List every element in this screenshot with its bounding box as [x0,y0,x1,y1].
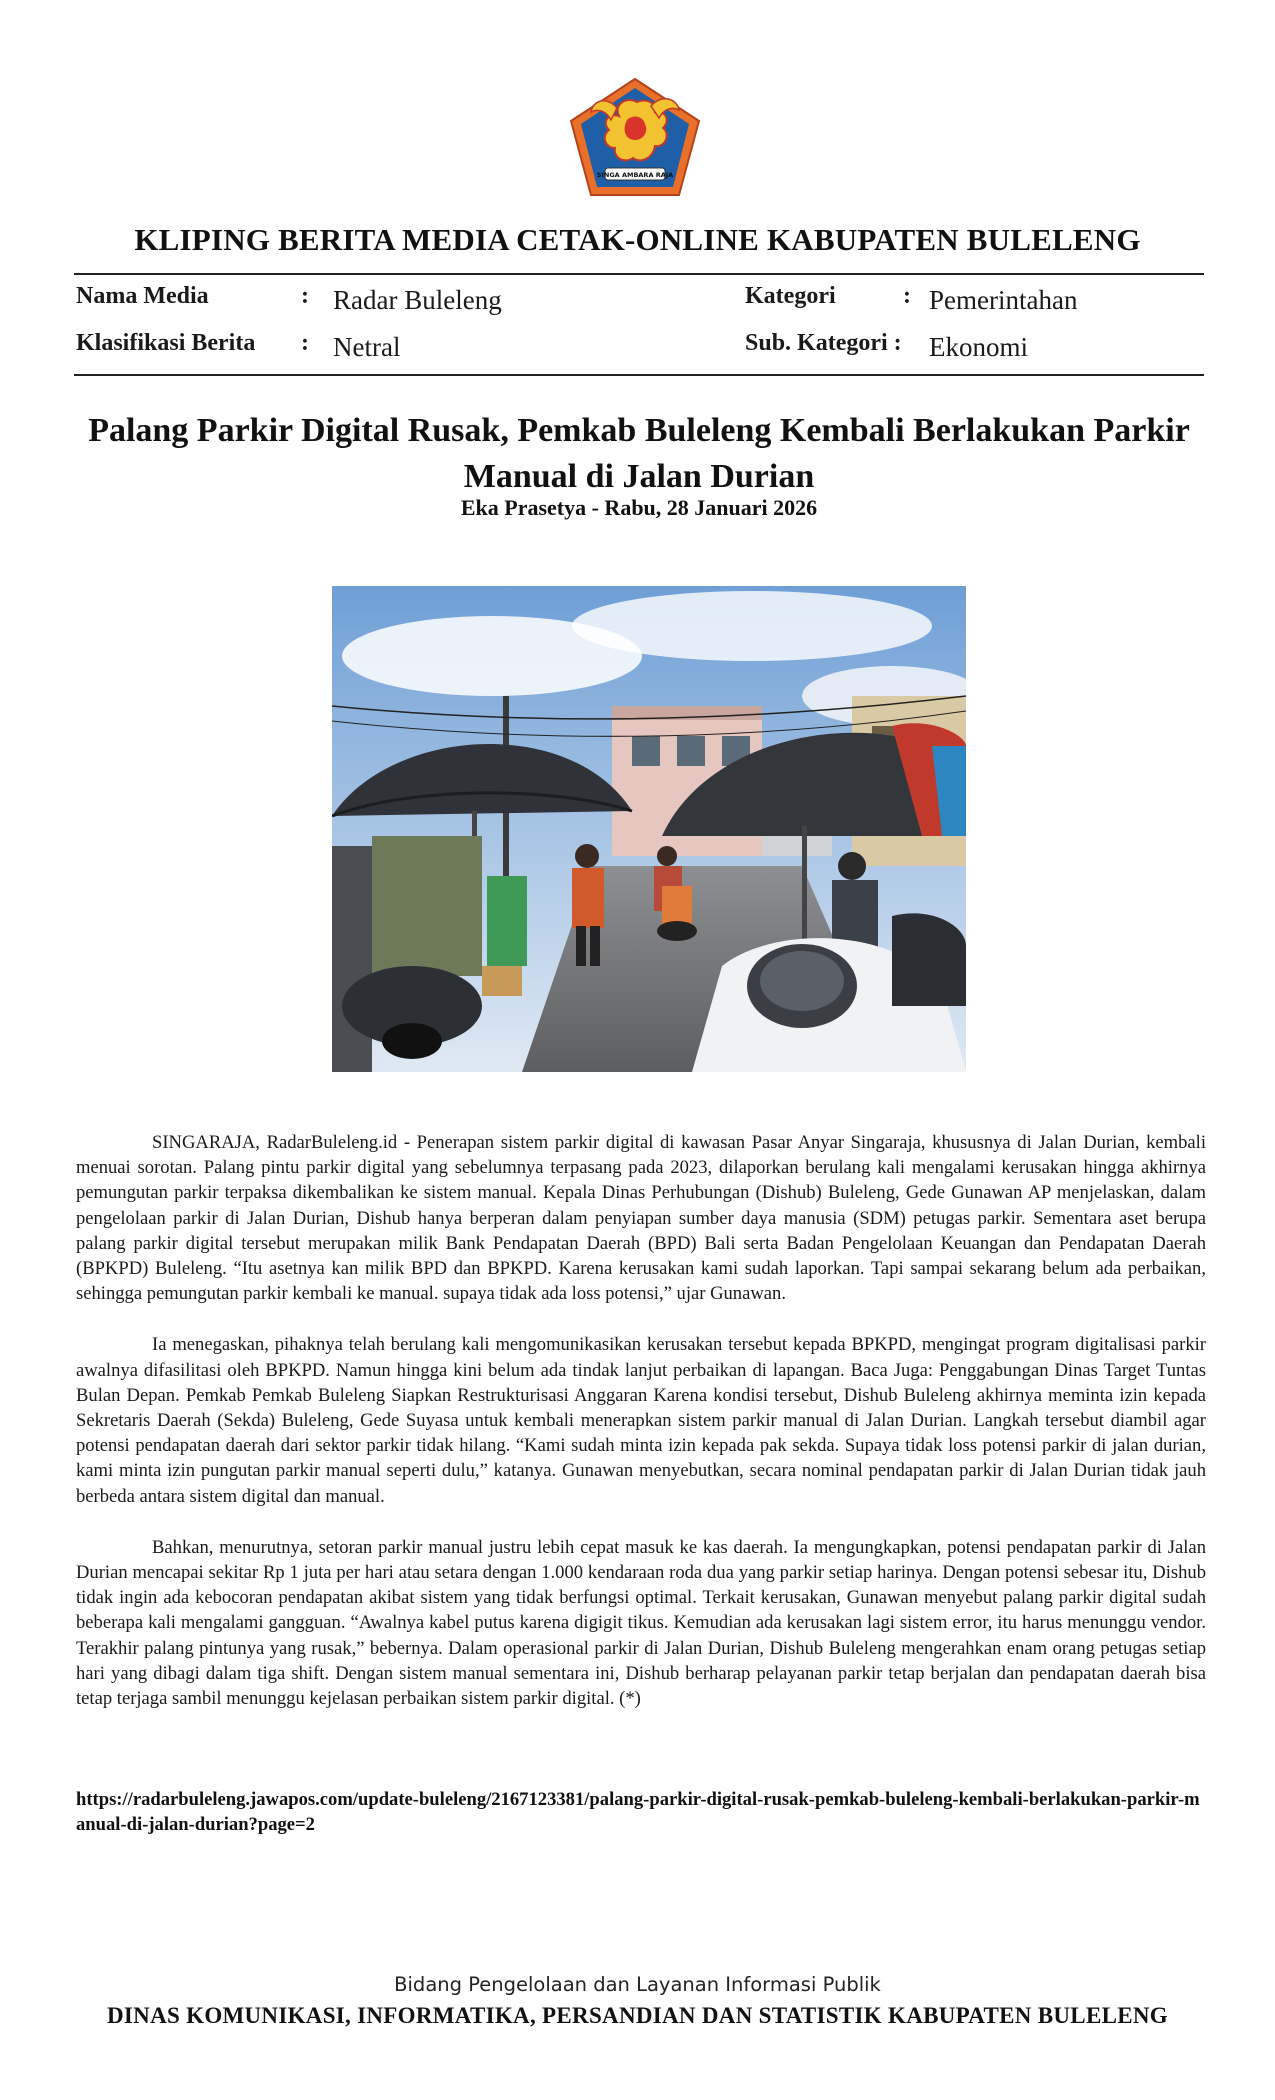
header-divider-bottom [74,374,1204,376]
klasifikasi-label: Klasifikasi Berita [76,330,256,356]
footer-agency: DINAS KOMUNIKASI, INFORMATIKA, PERSANDIAN DAN STATISTIK KABUPATEN BULELENG [107,2003,1168,2028]
klasifikasi-colon: : [301,330,309,356]
media-value: Radar Buleleng [333,285,502,315]
lambang-kabupaten-buleleng-icon [567,76,703,198]
article-paragraph-2: Ia menegaskan, pihaknya telah berulang kali mengomunikasikan kerusakan tersebut kepada BPKPD, mengingat program digitalisasi parkir awalnya difasilitasi oleh BPKPD. Namun hingga kini belum ada tindak lanjut perbaikan di lapangan. Baca Juga: Penggabungan Dinas Target Tuntas Bulan Depan. Pemkab Pemkab Buleleng Siapkan Restrukturisasi Anggaran Karena kondisi tersebut, Dishub Buleleng akhirnya meminta izin kepada Sekretaris Daerah (Sekda) Buleleng, Gede Suyasa untuk kembali menerapkan sistem parkir manual di Jalan Durian. Langkah tersebut diambil agar potensi pendapatan daerah dari sektor parkir tidak hilang. “Kami sudah minta izin kepada pak sekda. Supaya tidak loss potensi parkir di jalan durian, kami minta izin pungutan parkir manual seperti dulu,” katanya. Gunawan menyebutkan, secara nominal pendapatan parkir di Jalan Durian tidak jauh berbeda antara sistem digital dan manual. [76,1334,1206,1507]
article-paragraph-1: SINGARAJA, RadarBuleleng.id - Penerapan sistem parkir digital di kawasan Pasar Anyar Singaraja, khususnya di Jalan Durian, kembali menuai sorotan. Palang pintu parkir digital yang sebelumnya terpasang pada 2023, dilaporkan berulang kali mengalami kerusakan hingga akhirnya pemungutan parkir terpaksa dikembalikan ke sistem manual. Kepala Dinas Perhubungan (Dishub) Buleleng, Gede Gunawan AP menjelaskan, dalam pengelolaan parkir di Jalan Durian, Dishub hanya berperan dalam penyiapan sumber daya manusia (SDM) petugas parkir. Sementara aset berupa palang parkir digital tersebut merupakan milik Bank Pendapatan Daerah (BPD) Bali serta Badan Pengelolaan Keuangan dan Pendapatan Daerah (BPKPD) Buleleng. “Itu asetnya kan milik BPD dan BPKPD. Karena kerusakan kami sudah laporkan. Tapi sampai sekarang belum ada perbaikan, sehingga pemungutan parkir kembali ke manual. supaya tidak ada loss potensi,” ujar Gunawan. [76,1132,1206,1305]
media-colon: : [301,283,309,309]
metadata-row-2 [0,330,1275,370]
street-market-parking-photo [332,586,966,1072]
document-header-title: KLIPING BERITA MEDIA CETAK-ONLINE KABUPATEN BULELENG [134,222,1141,257]
article-title: Palang Parkir Digital Rusak, Pemkab Buleleng Kembali Berlakukan Parkir Manual di Jalan Durian [88,412,1190,495]
subkategori-label: Sub. Kategori : [745,330,902,356]
kategori-value: Pemerintahan [929,285,1078,315]
article-paragraph-3: Bahkan, menurutnya, setoran parkir manual justru lebih cepat masuk ke kas daerah. Ia mengungkapkan, potensi pendapatan parkir di Jalan Durian mencapai sekitar Rp 1 juta per hari atau setara dengan 1.000 kendaraan roda dua yang parkir setiap harinya. Dengan potensi sebesar itu, Dishub tidak ingin ada kebocoran pendapatan akibat sistem yang tidak berfungsi optimal. Terkait kerusakan, Gunawan menyebut palang parkir digital sudah beberapa kali mengalami gangguan. “Awalnya kabel putus karena digigit tikus. Kemudian ada kerusakan lagi sistem error, itu harus menunggu vendor. Terakhir palang pintunya yang rusak,” bebernya. Dalam operasional parkir di Jalan Durian, Dishub Buleleng mengerahkan enam orang petugas setiap hari yang dibagi dalam tiga shift. Dengan sistem manual sementara ini, Dishub berharap pelayanan parkir tetap berjalan dan pendapatan daerah bisa tetap terjaga sambil menunggu kejelasan perbaikan sistem parkir digital. (*) [76,1536,1206,1710]
subkategori-value: Ekonomi [929,332,1028,362]
source-url-link[interactable]: https://radarbuleleng.jawapos.com/update-buleleng/2167123381/palang-parkir-digital-rusak-pemkab-buleleng-kembali-berlakukan-parkir-manual-di-jalan-durian?page=2 [76,1789,1200,1836]
article-byline: Eka Prasetya - Rabu, 28 Januari 2026 [460,495,818,520]
media-label: Nama Media [76,283,209,309]
footer-department: Bidang Pengelolaan dan Layanan Informasi Publik [394,1973,881,1996]
kategori-colon: : [903,283,911,309]
klasifikasi-value: Netral [333,332,401,362]
article-body [76,1130,1206,1737]
logo-banner-text: SINGA AMBARA RAJA [596,171,674,179]
header-divider-top [74,273,1204,275]
kategori-label: Kategori [745,283,836,309]
